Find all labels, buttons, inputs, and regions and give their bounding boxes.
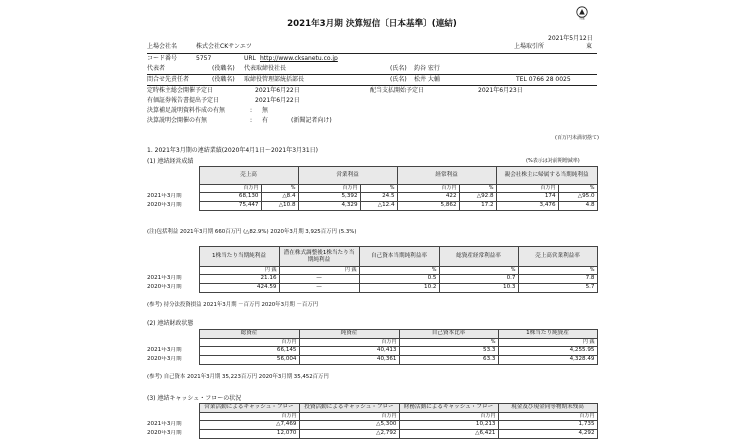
contact-title: 取締役管理部統括部長 bbox=[244, 76, 305, 83]
report-label: 有価証券報告書提出予定日 bbox=[147, 97, 220, 104]
equity-method-note: (参考) 持分法投資損益 2021年3月期 －百万円 2020年3月期 －百万円 bbox=[147, 302, 319, 308]
unit: 百万円 bbox=[496, 185, 558, 193]
unit: % bbox=[439, 267, 518, 275]
cell: 68,130 bbox=[199, 193, 261, 202]
cell: — bbox=[279, 284, 359, 293]
row-label: 2021年3月期 bbox=[147, 193, 182, 200]
cell: 10.3 bbox=[439, 284, 518, 293]
report-date-value: 2021年6月22日 bbox=[255, 97, 300, 104]
row-label: 2021年3月期 bbox=[147, 275, 182, 282]
cell: 1,735 bbox=[498, 421, 597, 430]
cell: 5,862 bbox=[397, 202, 459, 211]
unit: 百万円 bbox=[399, 413, 498, 421]
section3-heading: (3) 連結キャッシュ・フローの状況 bbox=[147, 395, 242, 402]
cell: 4,292 bbox=[498, 430, 597, 439]
contact-name: 松井 大輔 bbox=[414, 76, 440, 83]
table-row bbox=[147, 421, 597, 430]
cell: 4.8 bbox=[558, 202, 597, 211]
company-name: 株式会社CKサンエツ bbox=[196, 43, 252, 50]
col-total-assets: 総資産 bbox=[199, 330, 299, 339]
contact-label: 問合せ先責任者 bbox=[147, 76, 190, 83]
col-eps: 1株当たり当期純利益 bbox=[199, 247, 279, 267]
cell: 4,255.95 bbox=[498, 347, 597, 356]
cell: 10.2 bbox=[359, 284, 439, 293]
briefing-label: 決算説明会開催の有無 bbox=[147, 117, 208, 124]
col-cash-balance: 現金及び現金同等物期末残高 bbox=[498, 404, 597, 413]
col-operating-income: 営業利益 bbox=[298, 167, 397, 185]
briefing-value: 有 bbox=[262, 117, 269, 124]
unit: 円 銭 bbox=[199, 267, 279, 275]
cell: 422 bbox=[397, 193, 459, 202]
col-equity-ratio: 自己資本比率 bbox=[399, 330, 498, 339]
col-operating-margin: 売上高営業利益率 bbox=[518, 247, 597, 267]
table-row bbox=[147, 275, 597, 284]
table-row bbox=[147, 284, 597, 293]
col-roe: 自己資本当期純利益率 bbox=[359, 247, 439, 267]
cell: △95.0 bbox=[558, 193, 597, 202]
unit: % bbox=[399, 339, 498, 347]
cell: 10,213 bbox=[399, 421, 498, 430]
contact-tel: TEL 0766 28 0025 bbox=[516, 76, 571, 83]
unit: % bbox=[518, 267, 597, 275]
supp-colon: : bbox=[250, 107, 253, 114]
cell: △92.8 bbox=[459, 193, 496, 202]
cell: 5.7 bbox=[518, 284, 597, 293]
col-net-income-parent: 親会社株主に帰属する当期純利益 bbox=[496, 167, 597, 185]
cell: 4,329 bbox=[298, 202, 360, 211]
unit: 百万円 bbox=[199, 339, 299, 347]
unit: 百万円 bbox=[199, 185, 261, 193]
unit: 百万円 bbox=[397, 185, 459, 193]
rep-name: 釣谷 宏行 bbox=[414, 65, 440, 72]
unit: 百万円 bbox=[299, 413, 399, 421]
section2-heading: (2) 連結財政状態 bbox=[147, 320, 194, 327]
dividend-date: 2021年6月23日 bbox=[478, 87, 523, 94]
cell: 66,145 bbox=[199, 347, 299, 356]
unit: % bbox=[261, 185, 298, 193]
cell: 5,392 bbox=[298, 193, 360, 202]
cell: 40,361 bbox=[299, 356, 399, 365]
cell: — bbox=[279, 275, 359, 284]
cell: 12,070 bbox=[199, 430, 299, 439]
section1-sub1: (1) 連結経営成績 bbox=[147, 158, 194, 165]
col-diluted-eps: 潜在株式調整後1株当たり当期純利益 bbox=[279, 247, 359, 267]
contact-name-label: (氏名) bbox=[390, 76, 407, 83]
unit: 百万円 bbox=[298, 185, 360, 193]
svg-text:TSE: TSE bbox=[579, 16, 585, 20]
cell: 56,004 bbox=[199, 356, 299, 365]
unit: % bbox=[359, 267, 439, 275]
cell: 17.2 bbox=[459, 202, 496, 211]
rep-title-label: (役職名) bbox=[212, 65, 235, 72]
document-title: 2021年3月期 決算短信〔日本基準〕(連結) bbox=[287, 19, 457, 29]
unit: 百万円 bbox=[299, 339, 399, 347]
cell: △2,792 bbox=[299, 430, 399, 439]
row-label: 2020年3月期 bbox=[147, 356, 182, 363]
comprehensive-income-note: (注)包括利益 2021年3月期 660百万円 (△82.9%) 2020年3月期 3,925百万円 (5.3%) bbox=[147, 229, 357, 235]
cell: 174 bbox=[496, 193, 558, 202]
section1-sub1-note: (%表示は対前期増減率) bbox=[526, 158, 580, 164]
cell: 75,447 bbox=[199, 202, 261, 211]
exchange-value: 東 bbox=[586, 43, 593, 50]
rep-name-label: (氏名) bbox=[390, 65, 407, 72]
cell: 53.3 bbox=[399, 347, 498, 356]
url-label: URL bbox=[244, 55, 256, 62]
code-label: コード番号 bbox=[147, 55, 178, 62]
rep-title: 代表取締役社長 bbox=[244, 65, 287, 72]
company-label: 上場会社名 bbox=[147, 43, 178, 50]
cash-flow-table bbox=[147, 403, 598, 439]
report-date: 2021年5月12日 bbox=[548, 35, 593, 42]
table-row bbox=[147, 430, 597, 439]
cell: △6,421 bbox=[399, 430, 498, 439]
dividend-label: 配当支払開始予定日 bbox=[370, 87, 425, 94]
col-net-assets: 純資産 bbox=[299, 330, 399, 339]
col-ordinary-income: 経常利益 bbox=[397, 167, 496, 185]
row-label: 2021年3月期 bbox=[147, 347, 182, 354]
company-url-link[interactable]: http://www.cksanetu.co.jp bbox=[260, 55, 338, 62]
cell: △8.4 bbox=[261, 193, 298, 202]
agm-label: 定時株主総会開催予定日 bbox=[147, 87, 214, 94]
row-label: 2020年3月期 bbox=[147, 284, 182, 291]
col-financing-cf: 財務活動によるキャッシュ・フロー bbox=[399, 404, 498, 413]
col-net-sales: 売上高 bbox=[199, 167, 298, 185]
supp-value: 無 bbox=[262, 107, 269, 114]
table-row bbox=[147, 193, 597, 202]
exchange-logo-icon bbox=[575, 6, 589, 20]
code-value: 5757 bbox=[196, 55, 212, 62]
cell: 7.8 bbox=[518, 275, 597, 284]
cell: 40,413 bbox=[299, 347, 399, 356]
financial-position-table bbox=[147, 329, 598, 365]
unit: 百万円 bbox=[199, 413, 299, 421]
cell: △7,469 bbox=[199, 421, 299, 430]
exchange-label: 上場取引所 bbox=[514, 43, 545, 50]
agm-date: 2021年6月22日 bbox=[255, 87, 300, 94]
unit: 円 銭 bbox=[498, 339, 597, 347]
cell: 63.3 bbox=[399, 356, 498, 365]
table-row bbox=[147, 356, 597, 365]
briefing-colon: : bbox=[250, 117, 253, 124]
cell: 424.59 bbox=[199, 284, 279, 293]
row-label: 2020年3月期 bbox=[147, 430, 182, 437]
unit: 円 銭 bbox=[279, 267, 359, 275]
cell: 3,476 bbox=[496, 202, 558, 211]
section1-heading: 1. 2021年3月期の連結業績(2020年4月1日～2021年3月31日) bbox=[147, 147, 319, 154]
unit: % bbox=[459, 185, 496, 193]
rounding-note: (百万円未満切捨て) bbox=[555, 135, 599, 141]
rep-label: 代表者 bbox=[147, 65, 166, 72]
per-share-table bbox=[147, 246, 598, 293]
own-capital-note: (参考) 自己資本 2021年3月期 35,223百万円 2020年3月期 35,452百万円 bbox=[147, 374, 329, 380]
cell: △10.8 bbox=[261, 202, 298, 211]
supp-label: 決算補足説明資料作成の有無 bbox=[147, 107, 226, 114]
table-row bbox=[147, 347, 597, 356]
cell: △12.4 bbox=[360, 202, 397, 211]
col-operating-cf: 営業活動によるキャッシュ・フロー bbox=[199, 404, 299, 413]
row-label: 2020年3月期 bbox=[147, 202, 182, 209]
contact-title-label: (役職名) bbox=[212, 76, 235, 83]
unit: 百万円 bbox=[498, 413, 597, 421]
cell: 21.16 bbox=[199, 275, 279, 284]
cell: 0.5 bbox=[359, 275, 439, 284]
col-investing-cf: 投資活動によるキャッシュ・フロー bbox=[299, 404, 399, 413]
row-label: 2021年3月期 bbox=[147, 421, 182, 428]
unit: % bbox=[558, 185, 597, 193]
unit: % bbox=[360, 185, 397, 193]
cell: 24.5 bbox=[360, 193, 397, 202]
col-bps: 1株当たり純資産 bbox=[498, 330, 597, 339]
briefing-note: (新聞記者向け) bbox=[291, 117, 332, 124]
cell: △5,300 bbox=[299, 421, 399, 430]
col-roa: 総資産経常利益率 bbox=[439, 247, 518, 267]
operating-results-table bbox=[147, 166, 598, 211]
table-row bbox=[147, 202, 597, 211]
cell: 0.7 bbox=[439, 275, 518, 284]
cell: 4,328.49 bbox=[498, 356, 597, 365]
